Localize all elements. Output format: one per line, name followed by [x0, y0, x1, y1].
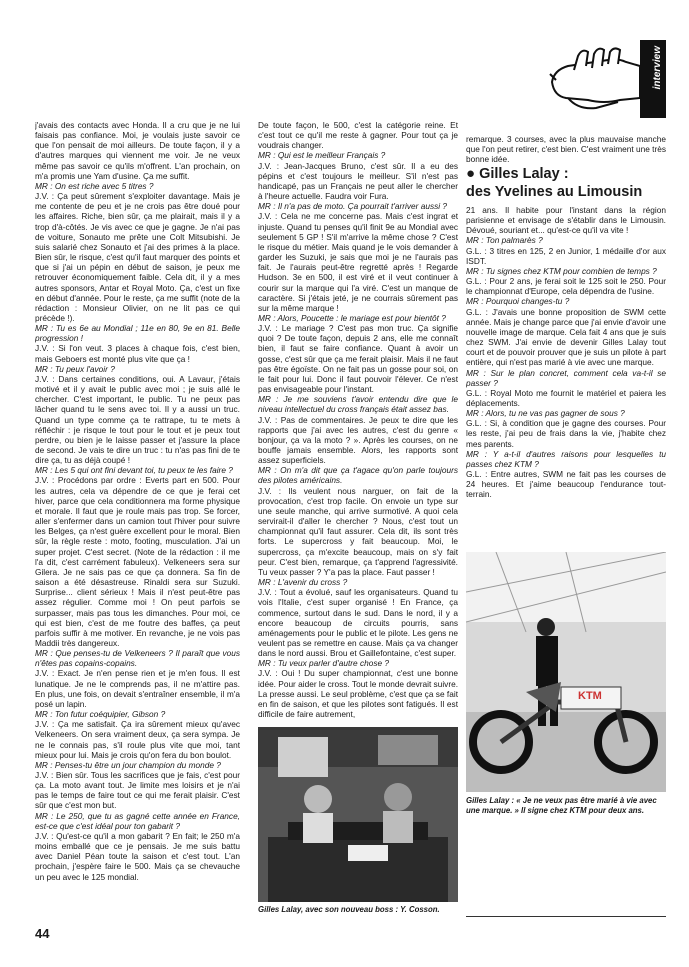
answer: J.V. : Ils veulent nous narguer, on fait de la provocation, c'est trop facile. On envoie un type sur une seule manche, qui arrive surmotivé. A quoi cela servirait-il d'aller le chercher ? Nous, c'est tout un championnat qu'il faut assurer. Cela dit, ils sont très forts. Le supercross y fait beaucoup. Moi, le supercross, ça m'excite beaucoup, mais on s'y fait peur. C'est bien, remarque, ça t'apprend l'agressivité. Tu veux passer ? Y'a pas la place. Faut passer !	[258, 485, 458, 577]
section-title-line2: des Yvelines au Limousin	[466, 184, 643, 200]
answer: J.V. : Ça me satisfait. Ça ira sûrement mieux qu'avec Velkeneers. On sera vraiment deux, ça sera sympa. Je ne le connais pas, s'il roule plus vite que moi, tant mieux pour lui. Mais je crois qu'on fera du bon boulot.	[35, 719, 240, 760]
answer: G.L. : Entre autres, SWM ne fait pas les courses de 24 heures. Et j'aime beaucoup l'endurance tout-terrain.	[466, 469, 666, 500]
answer: J.V. : Si l'on veut. 3 places à chaque fois, c'est bien, mais Geboers est monté plus vite que ça !	[35, 343, 240, 364]
question: MR : Je me souviens t'avoir entendu dire que le niveau intellectuel du cross français était assez bas.	[258, 394, 458, 415]
question: MR : Il n'a pas de moto. Ça pourrait t'arriver aussi ?	[258, 201, 448, 212]
office-photo	[258, 727, 458, 902]
column-2	[258, 120, 458, 720]
photo-caption: Gilles Lalay : « Je ne veux pas être marié à vie avec une marque. » Il signe chez KTM pour deux ans.	[466, 796, 657, 815]
divider	[466, 916, 666, 917]
answer: G.L. : Royal Moto me fournit le matériel et paiera les déplacements.	[466, 387, 666, 408]
answer: J.V. : Exact. Je n'en pense rien et je m'en fous. Il est lunatique. Je ne le comprends pas, il ne m'attire pas. En plus, une fois, on devait s'entraîner ensemble, il m'a posé un lapin.	[35, 668, 240, 709]
question: MR : Ton futur coéquipier, Gibson ?	[35, 709, 166, 720]
hand-icon	[548, 40, 666, 118]
motorcycle-photo	[466, 552, 666, 792]
question: MR : On est riche avec 5 titres ?	[35, 180, 154, 191]
question: MR : Sur le plan concret, comment cela va-t-il se passer ?	[466, 367, 666, 388]
column-3	[466, 205, 666, 545]
photo-caption: Gilles Lalay, avec son nouveau boss : Y. Cosson.	[258, 905, 440, 914]
bike-label: KTM	[578, 690, 602, 702]
answer: G.L. : Pour 2 ans, je ferai soit le 125 soit le 250. Pour le championnat d'Europe, cela dépendra de l'usine.	[466, 276, 666, 297]
question: MR : Tu peux l'avoir ?	[35, 363, 115, 374]
badge-label: interview	[652, 46, 663, 90]
question: MR : Y a-t-il d'autres raisons pour lesquelles tu passes chez KTM ?	[466, 448, 666, 469]
paragraph: 21 ans. Il habite pour l'instant dans la région parisienne et envisage de s'établir dans le Limousin. Dévoué, souriant et... qu'est-ce qu'il va vite !	[466, 205, 666, 236]
column-3-top	[466, 134, 666, 166]
question: MR : Tu es 6e au Mondial ; 11e en 80, 9e en 81. Belle progression !	[35, 323, 240, 344]
question: MR : Alors, Poucette : le mariage est pour bientôt ?	[258, 312, 446, 323]
question: MR : Le 250, que tu as gagné cette année en France, est-ce que c'est idéal pour ton gabarit ?	[35, 810, 240, 831]
answer: G.L. : 3 titres en 125, 2 en Junior, 1 médaille d'or aux ISDT.	[466, 245, 666, 266]
question: MR : Pourquoi changes-tu ?	[466, 296, 570, 307]
paragraph: j'avais des contacts avec Honda. Il a cru que je ne lui faisais pas confiance. Moi, je voulais juste savoir ce que l'on pensait de moi ailleurs. De toute façon, il y a d'autres marques qui viennent me voir. Je ne veux même pas savoir ce qu'ils m'offrent. L'an prochain, on m'a promis une Yam d'usine. Ça me suffit.	[35, 120, 240, 181]
question: MR : Tu signes chez KTM pour combien de temps ?	[466, 265, 657, 276]
question: MR : Alors, tu ne vas pas gagner de sous ?	[466, 408, 625, 419]
answer: J.V. : Procédons par ordre : Everts part en 500. Pour les autres, cela va dépendre de ce que je ferai cet hiver, parce que cela conditionnera ma forme physique et morale. Il faut que je roule mais pas trop. Se forcer, aller s'enfermer dans un camion tout l'hiver pour suivre les Belges, ça n'est guère excellent pour le moral. Bien sûr, la règle reste : moto, footing, musculation. J'ai un super projet. C'est secret. (Note de la rédaction : il me l'a dit, c'est carrément fabuleux). Velkeneers sera sur Gilera. Je ne sais pas ce que ça donnera. Sa fin de saison a été désastreuse. Rinaldi sera sur Suzuki. Surprise... client sérieux ! Mais il n'est peut-être pas assez régulier. Comme moi ! On peut parfois se surpasser, mais pas tous les dimanches. Pour moi, ce qui est bien, c'est de me foutre des baffes, ça peut parfois suffir à me motiver. En revanche, je ne vois pas Maddii très dangereux.	[35, 475, 240, 648]
answer: J.V. : Dans certaines conditions, oui. A Lavaur, j'étais motivé et il y avait le public avec moi ; je suis allé le chercher. C'est important, le public. Tu ne peux pas lâcher quand tu le sens avec toi. Il y a aussi un truc. Quand un type comme ça te rattrape, tu te mets à réfléchir : je risque le tout pour le tout et je peux tout perdre, ou bien je le laisse passer et j'assure la place de second. Je vais te dire un truc : tu n'as pas fini de te dire ça, tu as déjà coupé !	[35, 373, 240, 466]
section-title	[466, 165, 671, 201]
answer: J.V. : Oui ! Du super championnat, c'est une bonne idée. Pour aider le cross. Tout le monde devrait suivre. La presse aussi. Le seul problème, c'est que ça se fait en fin de saison, et que les pilotes sont fatigués. Il est difficile de faire autrement,	[258, 668, 458, 720]
column-1	[35, 120, 240, 923]
section-title-line1: Gilles Lalay :	[479, 166, 569, 182]
answer: J.V. : Ça peut sûrement s'exploiter davantage. Mais je me contente de peu et je ne crois pas être doué pour les affaires. Riche, bien sûr, ça me plairait, mais il y a trop d'à-côtés. Je vis avec ce que je gagne. Je n'ai pas de voiture, Sonauto me prête une Colt Mitsubishi. Je suis salarié chez Sonauto et j'ai des primes à la place. Bien sûr, le risque, c'est qu'il faut marquer des points et que si j'ai un pépin en début de saison, je peux me retrouver économiquement faible. Cela dit, il y a mes autres sponsors, Antar et Royal Moto. Ça, c'est un fixe en début d'année. Pour le reste, ça me suffit (note de la rédaction : Monsieur Olivier, on ne lit pas ce qui précède !).	[35, 191, 240, 323]
answer: J.V. : Tout a évolué, sauf les organisateurs. Quand tu vois l'Italie, c'est super organisé ! En France, ça commence, surtout dans le sud. Dans le nord, il y a encore beaucoup de circuits pourris, sans aménagements pour le public et le pilote. Les gens ne veulent pas se remettre en cause. Mais ça va changer dans le nord aussi. Brou et Gaillefontaine, c'est super.	[258, 587, 458, 659]
answer: J.V. : Bien sûr. Tous les sacrifices que je fais, c'est pour ça. La moto avant tout. Je limite mes loisirs et je n'ai pas le temps de faire tout ce qui me ferait plaisir. C'est sûr que c'est mon but.	[35, 770, 240, 811]
answer: G.L. : Si, à condition que je gagne des courses. Pour les reste, j'ai peu de frais dans la vie, j'habite chez mes parents.	[466, 418, 666, 449]
answer: G.L. : J'avais une bonne proposition de SWM cette année. Mais je change parce que j'ai envie d'avoir une nouvelle image de marque. Cela fait 4 ans que je suis chez SWM. J'ai envie de devenir Gilles Lalay tout court et de pouvoir prouver que je suis un pilote à part entière, qui n'est pas marié à vie avec une marque.	[466, 306, 666, 368]
answer: J.V. : Qu'est-ce qu'il a mon gabarit ? En fait; le 250 m'a moins emballé que ce je pensais. Je me suis battu avec Daniel Péan toute la saison et c'est tout. L'an prochain, j'espère faire le 500. Mais ça se chevauche un peu avec le 125 mondial.	[35, 830, 240, 882]
paragraph: remarque. 3 courses, avec la plus mauvaise manche que l'on peut retirer, c'est bien. C'est vraiment une très bonne idée.	[466, 134, 666, 165]
bullet-icon: ●	[466, 165, 476, 182]
question: MR : Penses-tu être un jour champion du monde ?	[35, 759, 221, 770]
question: MR : Tu veux parler d'autre chose ?	[258, 658, 390, 669]
question: MR : Ton palmarès ?	[466, 235, 543, 246]
answer: J.V. : Jean-Jacques Bruno, c'est sûr. Il a eu des pépins et c'est toujours le meilleur. S'il n'est pas handicapé, pas un Français ne peut aller le chercher à l'heure actuelle. Faudra voir Fura.	[258, 160, 458, 202]
answer: J.V. : Pas de commentaires. Je peux te dire que les rapports que j'ai avec les autres, c'est du genre « bonjour, ça va la moto ? ». Après les courses, on ne bouffe jamais ensemble. Alors, les rapports sont assez superficiels.	[258, 414, 458, 466]
paragraph: De toute façon, le 500, c'est la catégorie reine. Et c'est tout ce qu'il me reste à gagner. Pour tout ça je voudrais changer.	[258, 120, 458, 151]
question: MR : Les 5 qui ont fini devant toi, tu peux te les faire ?	[35, 465, 233, 476]
question: MR : L'avenir du cross ?	[258, 577, 348, 588]
question: MR : On m'a dit que ça t'agace qu'on parle toujours des pilotes américains.	[258, 465, 458, 486]
page-number: 44	[35, 926, 50, 941]
interview-badge	[548, 40, 666, 118]
question: MR : Qui est le meilleur Français ?	[258, 150, 386, 161]
answer: J.V. : Le mariage ? C'est pas mon truc. Ça signifie quoi ? De toute façon, depuis 2 ans, elle me connaît bien, il faut se faire confiance. Quant à avoir un gosse, c'est sûr que ça me ferait plaisir. Mais il ne faut pas être égoïste. On ne fait pas un gosse pour soi, on le fait pour lui. Donc il faut pouvoir l'élever. Ce n'est pas envisageable pour l'instant.	[258, 323, 458, 395]
answer: J.V. : Cela ne me concerne pas. Mais c'est ingrat et injuste. Quand tu penses qu'il finit 9e au Mondial avec seulement 5 GP ! S'il m'arrive la même chose ? C'est le risque du métier. Mais quand je le vois demander à garder les Suzuki, je sais que moi je ne l'aurais pas fait. Je l'aurais peut-être regretté après ! Regarde Hudson. 3e en 500, il est viré et il veut continuer à courir sur la marque qui l'a viré. C'est un manque de caractère. Si j'étais jeté, je ne courrais sûrement pas sur la même marque !	[258, 211, 458, 313]
question: MR : Que penses-tu de Velkeneers ? Il paraît que vous n'êtes pas copains-copains.	[35, 648, 240, 669]
